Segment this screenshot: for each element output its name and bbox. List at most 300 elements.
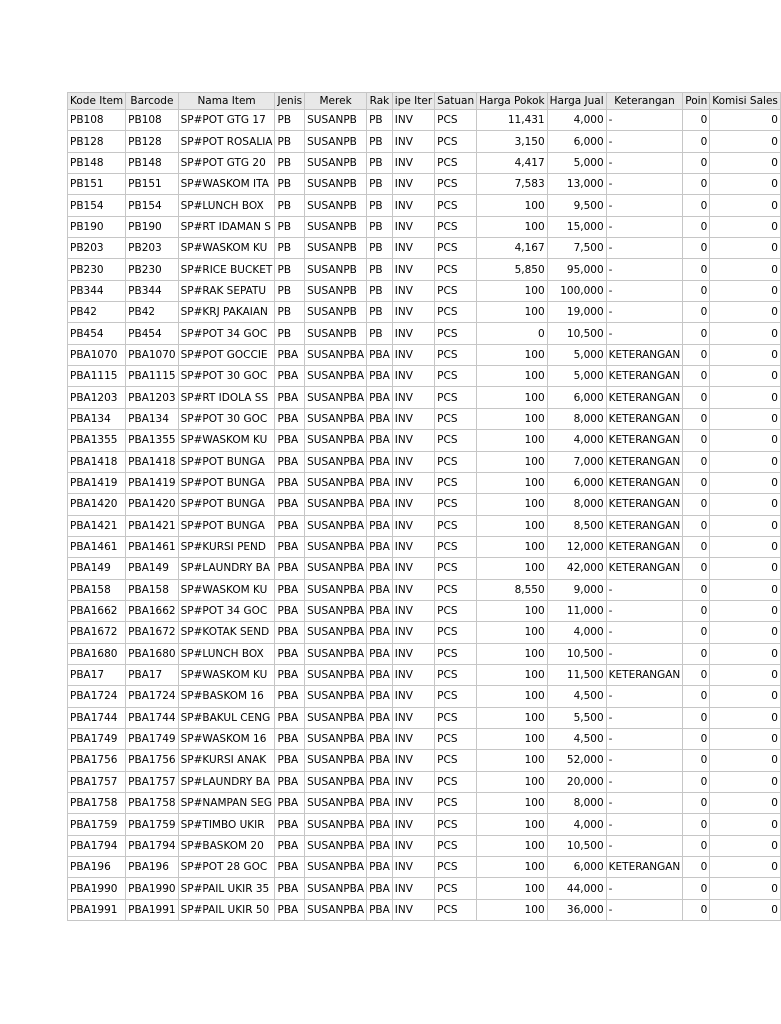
- cell-merek[interactable]: SUSANPBA: [305, 558, 367, 579]
- cell-barcode[interactable]: PBA1991: [126, 899, 178, 920]
- cell-merek[interactable]: SUSANPBA: [305, 600, 367, 621]
- cell-nama-item[interactable]: SP#RICE BUCKET: [178, 259, 275, 280]
- cell-nama-item[interactable]: SP#TIMBO UKIR: [178, 814, 275, 835]
- cell-harga-jual[interactable]: 11,000: [547, 600, 606, 621]
- cell-harga-pokok[interactable]: 100: [477, 600, 548, 621]
- cell-barcode[interactable]: PB42: [126, 302, 178, 323]
- cell-barcode[interactable]: PBA1756: [126, 750, 178, 771]
- cell-nama-item[interactable]: SP#POT GTG 20: [178, 152, 275, 173]
- cell-merek[interactable]: SUSANPBA: [305, 494, 367, 515]
- cell-satuan[interactable]: PCS: [435, 451, 477, 472]
- cell-tipe-item[interactable]: INV: [392, 686, 434, 707]
- cell-komisi-sales[interactable]: 0: [710, 302, 781, 323]
- cell-harga-jual[interactable]: 6,000: [547, 472, 606, 493]
- cell-keterangan[interactable]: -: [606, 707, 683, 728]
- cell-tipe-item[interactable]: INV: [392, 793, 434, 814]
- cell-harga-jual[interactable]: 8,500: [547, 515, 606, 536]
- cell-jenis[interactable]: PB: [275, 323, 305, 344]
- header-jenis[interactable]: Jenis: [275, 93, 305, 110]
- cell-poin[interactable]: 0: [683, 793, 710, 814]
- cell-tipe-item[interactable]: INV: [392, 857, 434, 878]
- cell-harga-pokok[interactable]: 0: [477, 323, 548, 344]
- cell-nama-item[interactable]: SP#KURSI ANAK: [178, 750, 275, 771]
- cell-tipe-item[interactable]: INV: [392, 472, 434, 493]
- cell-tipe-item[interactable]: INV: [392, 643, 434, 664]
- cell-tipe-item[interactable]: INV: [392, 899, 434, 920]
- cell-barcode[interactable]: PB344: [126, 280, 178, 301]
- cell-kode-item[interactable]: PBA1203: [68, 387, 126, 408]
- cell-barcode[interactable]: PBA1672: [126, 622, 178, 643]
- cell-harga-jual[interactable]: 5,000: [547, 366, 606, 387]
- cell-poin[interactable]: 0: [683, 110, 710, 131]
- cell-jenis[interactable]: PB: [275, 259, 305, 280]
- cell-jenis[interactable]: PBA: [275, 536, 305, 557]
- table-row[interactable]: [68, 878, 781, 899]
- cell-komisi-sales[interactable]: 0: [710, 878, 781, 899]
- cell-tipe-item[interactable]: INV: [392, 238, 434, 259]
- header-komisi-sales[interactable]: Komisi Sales: [710, 93, 781, 110]
- cell-keterangan[interactable]: -: [606, 152, 683, 173]
- cell-komisi-sales[interactable]: 0: [710, 451, 781, 472]
- cell-keterangan[interactable]: KETERANGAN: [606, 430, 683, 451]
- cell-keterangan[interactable]: -: [606, 835, 683, 856]
- cell-rak[interactable]: PB: [367, 323, 393, 344]
- cell-kode-item[interactable]: PB203: [68, 238, 126, 259]
- cell-jenis[interactable]: PB: [275, 110, 305, 131]
- cell-tipe-item[interactable]: INV: [392, 174, 434, 195]
- cell-harga-jual[interactable]: 5,000: [547, 152, 606, 173]
- cell-komisi-sales[interactable]: 0: [710, 835, 781, 856]
- cell-satuan[interactable]: PCS: [435, 814, 477, 835]
- table-row[interactable]: [68, 110, 781, 131]
- cell-harga-pokok[interactable]: 100: [477, 472, 548, 493]
- header-harga-jual[interactable]: Harga Jual: [547, 93, 606, 110]
- cell-jenis[interactable]: PBA: [275, 750, 305, 771]
- cell-kode-item[interactable]: PBA149: [68, 558, 126, 579]
- table-row[interactable]: [68, 366, 781, 387]
- cell-harga-pokok[interactable]: 100: [477, 344, 548, 365]
- cell-merek[interactable]: SUSANPBA: [305, 686, 367, 707]
- cell-kode-item[interactable]: PBA1758: [68, 793, 126, 814]
- cell-komisi-sales[interactable]: 0: [710, 600, 781, 621]
- cell-keterangan[interactable]: KETERANGAN: [606, 558, 683, 579]
- cell-merek[interactable]: SUSANPBA: [305, 344, 367, 365]
- table-row[interactable]: [68, 686, 781, 707]
- cell-satuan[interactable]: PCS: [435, 110, 477, 131]
- cell-jenis[interactable]: PB: [275, 152, 305, 173]
- cell-jenis[interactable]: PBA: [275, 707, 305, 728]
- cell-rak[interactable]: PBA: [367, 686, 393, 707]
- cell-keterangan[interactable]: -: [606, 323, 683, 344]
- cell-komisi-sales[interactable]: 0: [710, 131, 781, 152]
- cell-tipe-item[interactable]: INV: [392, 707, 434, 728]
- cell-rak[interactable]: PBA: [367, 857, 393, 878]
- cell-harga-pokok[interactable]: 100: [477, 387, 548, 408]
- cell-keterangan[interactable]: -: [606, 280, 683, 301]
- cell-komisi-sales[interactable]: 0: [710, 664, 781, 685]
- table-row[interactable]: [68, 857, 781, 878]
- cell-rak[interactable]: PB: [367, 110, 393, 131]
- cell-satuan[interactable]: PCS: [435, 750, 477, 771]
- cell-barcode[interactable]: PBA1418: [126, 451, 178, 472]
- cell-merek[interactable]: SUSANPBA: [305, 814, 367, 835]
- cell-harga-jual[interactable]: 12,000: [547, 536, 606, 557]
- cell-poin[interactable]: 0: [683, 686, 710, 707]
- cell-tipe-item[interactable]: INV: [392, 835, 434, 856]
- cell-kode-item[interactable]: PB42: [68, 302, 126, 323]
- cell-keterangan[interactable]: -: [606, 814, 683, 835]
- table-row[interactable]: [68, 515, 781, 536]
- cell-tipe-item[interactable]: INV: [392, 152, 434, 173]
- cell-rak[interactable]: PBA: [367, 366, 393, 387]
- cell-merek[interactable]: SUSANPBA: [305, 750, 367, 771]
- table-row[interactable]: [68, 174, 781, 195]
- cell-kode-item[interactable]: PBA1724: [68, 686, 126, 707]
- cell-harga-jual[interactable]: 10,500: [547, 323, 606, 344]
- header-rak[interactable]: Rak: [367, 93, 393, 110]
- cell-nama-item[interactable]: SP#WASKOM ITA: [178, 174, 275, 195]
- cell-nama-item[interactable]: SP#KURSI PEND: [178, 536, 275, 557]
- cell-rak[interactable]: PBA: [367, 408, 393, 429]
- cell-nama-item[interactable]: SP#LAUNDRY BA: [178, 771, 275, 792]
- cell-harga-pokok[interactable]: 100: [477, 280, 548, 301]
- cell-satuan[interactable]: PCS: [435, 793, 477, 814]
- cell-kode-item[interactable]: PBA1418: [68, 451, 126, 472]
- cell-merek[interactable]: SUSANPBA: [305, 472, 367, 493]
- cell-kode-item[interactable]: PBA1744: [68, 707, 126, 728]
- cell-jenis[interactable]: PBA: [275, 793, 305, 814]
- cell-barcode[interactable]: PB148: [126, 152, 178, 173]
- cell-nama-item[interactable]: SP#RT IDAMAN S: [178, 216, 275, 237]
- cell-rak[interactable]: PBA: [367, 707, 393, 728]
- cell-rak[interactable]: PBA: [367, 387, 393, 408]
- table-row[interactable]: [68, 707, 781, 728]
- cell-jenis[interactable]: PB: [275, 238, 305, 259]
- cell-tipe-item[interactable]: INV: [392, 259, 434, 280]
- cell-barcode[interactable]: PBA196: [126, 857, 178, 878]
- table-row[interactable]: [68, 643, 781, 664]
- cell-harga-jual[interactable]: 36,000: [547, 899, 606, 920]
- cell-jenis[interactable]: PBA: [275, 579, 305, 600]
- cell-barcode[interactable]: PB108: [126, 110, 178, 131]
- cell-merek[interactable]: SUSANPB: [305, 238, 367, 259]
- cell-harga-jual[interactable]: 5,000: [547, 344, 606, 365]
- table-row[interactable]: [68, 579, 781, 600]
- cell-rak[interactable]: PBA: [367, 771, 393, 792]
- cell-barcode[interactable]: PBA134: [126, 408, 178, 429]
- cell-poin[interactable]: 0: [683, 131, 710, 152]
- cell-komisi-sales[interactable]: 0: [710, 216, 781, 237]
- cell-jenis[interactable]: PB: [275, 302, 305, 323]
- cell-harga-jual[interactable]: 4,500: [547, 728, 606, 749]
- cell-kode-item[interactable]: PB108: [68, 110, 126, 131]
- cell-nama-item[interactable]: SP#WASKOM KU: [178, 238, 275, 259]
- cell-keterangan[interactable]: -: [606, 259, 683, 280]
- table-row[interactable]: [68, 494, 781, 515]
- cell-tipe-item[interactable]: INV: [392, 750, 434, 771]
- cell-keterangan[interactable]: -: [606, 771, 683, 792]
- cell-nama-item[interactable]: SP#LUNCH BOX: [178, 195, 275, 216]
- cell-harga-jual[interactable]: 6,000: [547, 387, 606, 408]
- cell-harga-jual[interactable]: 9,500: [547, 195, 606, 216]
- cell-rak[interactable]: PBA: [367, 750, 393, 771]
- cell-rak[interactable]: PB: [367, 238, 393, 259]
- cell-nama-item[interactable]: SP#POT ROSALIA: [178, 131, 275, 152]
- cell-nama-item[interactable]: SP#BAKUL CENG: [178, 707, 275, 728]
- cell-merek[interactable]: SUSANPBA: [305, 387, 367, 408]
- cell-keterangan[interactable]: -: [606, 110, 683, 131]
- cell-kode-item[interactable]: PBA1680: [68, 643, 126, 664]
- cell-barcode[interactable]: PBA1757: [126, 771, 178, 792]
- cell-harga-pokok[interactable]: 100: [477, 216, 548, 237]
- header-poin[interactable]: Poin: [683, 93, 710, 110]
- cell-komisi-sales[interactable]: 0: [710, 728, 781, 749]
- cell-nama-item[interactable]: SP#POT 30 GOC: [178, 408, 275, 429]
- cell-keterangan[interactable]: -: [606, 579, 683, 600]
- cell-harga-jual[interactable]: 6,000: [547, 857, 606, 878]
- cell-harga-pokok[interactable]: 100: [477, 536, 548, 557]
- cell-harga-pokok[interactable]: 100: [477, 814, 548, 835]
- cell-nama-item[interactable]: SP#PAIL UKIR 35: [178, 878, 275, 899]
- cell-harga-jual[interactable]: 10,500: [547, 643, 606, 664]
- cell-merek[interactable]: SUSANPBA: [305, 643, 367, 664]
- cell-rak[interactable]: PBA: [367, 451, 393, 472]
- cell-jenis[interactable]: PBA: [275, 408, 305, 429]
- cell-nama-item[interactable]: SP#POT 28 GOC: [178, 857, 275, 878]
- cell-kode-item[interactable]: PBA1070: [68, 344, 126, 365]
- cell-satuan[interactable]: PCS: [435, 771, 477, 792]
- cell-tipe-item[interactable]: INV: [392, 579, 434, 600]
- cell-nama-item[interactable]: SP#KOTAK SEND: [178, 622, 275, 643]
- cell-satuan[interactable]: PCS: [435, 344, 477, 365]
- cell-keterangan[interactable]: -: [606, 728, 683, 749]
- cell-merek[interactable]: SUSANPB: [305, 195, 367, 216]
- cell-harga-pokok[interactable]: 100: [477, 622, 548, 643]
- cell-satuan[interactable]: PCS: [435, 302, 477, 323]
- cell-keterangan[interactable]: KETERANGAN: [606, 515, 683, 536]
- cell-poin[interactable]: 0: [683, 195, 710, 216]
- header-barcode[interactable]: Barcode: [126, 93, 178, 110]
- cell-kode-item[interactable]: PBA1420: [68, 494, 126, 515]
- cell-harga-jual[interactable]: 19,000: [547, 302, 606, 323]
- cell-barcode[interactable]: PBA1758: [126, 793, 178, 814]
- header-nama-item[interactable]: Nama Item: [178, 93, 275, 110]
- cell-tipe-item[interactable]: INV: [392, 814, 434, 835]
- cell-keterangan[interactable]: -: [606, 600, 683, 621]
- table-row[interactable]: [68, 793, 781, 814]
- cell-harga-jual[interactable]: 4,000: [547, 430, 606, 451]
- cell-harga-pokok[interactable]: 100: [477, 558, 548, 579]
- cell-barcode[interactable]: PBA1355: [126, 430, 178, 451]
- cell-rak[interactable]: PB: [367, 195, 393, 216]
- cell-barcode[interactable]: PBA1461: [126, 536, 178, 557]
- cell-komisi-sales[interactable]: 0: [710, 152, 781, 173]
- table-row[interactable]: [68, 387, 781, 408]
- cell-kode-item[interactable]: PBA1672: [68, 622, 126, 643]
- cell-jenis[interactable]: PBA: [275, 686, 305, 707]
- cell-barcode[interactable]: PBA17: [126, 664, 178, 685]
- cell-jenis[interactable]: PBA: [275, 728, 305, 749]
- cell-poin[interactable]: 0: [683, 174, 710, 195]
- cell-tipe-item[interactable]: INV: [392, 728, 434, 749]
- cell-jenis[interactable]: PBA: [275, 515, 305, 536]
- cell-barcode[interactable]: PBA1070: [126, 344, 178, 365]
- cell-tipe-item[interactable]: INV: [392, 366, 434, 387]
- cell-harga-pokok[interactable]: 100: [477, 494, 548, 515]
- cell-komisi-sales[interactable]: 0: [710, 899, 781, 920]
- cell-nama-item[interactable]: SP#POT BUNGA: [178, 472, 275, 493]
- cell-harga-pokok[interactable]: 100: [477, 878, 548, 899]
- cell-merek[interactable]: SUSANPBA: [305, 771, 367, 792]
- cell-harga-jual[interactable]: 15,000: [547, 216, 606, 237]
- cell-harga-jual[interactable]: 7,000: [547, 451, 606, 472]
- cell-tipe-item[interactable]: INV: [392, 558, 434, 579]
- cell-barcode[interactable]: PBA1419: [126, 472, 178, 493]
- cell-keterangan[interactable]: KETERANGAN: [606, 344, 683, 365]
- cell-rak[interactable]: PBA: [367, 643, 393, 664]
- cell-barcode[interactable]: PBA1990: [126, 878, 178, 899]
- cell-harga-pokok[interactable]: 100: [477, 771, 548, 792]
- cell-rak[interactable]: PBA: [367, 558, 393, 579]
- cell-komisi-sales[interactable]: 0: [710, 387, 781, 408]
- cell-poin[interactable]: 0: [683, 536, 710, 557]
- cell-satuan[interactable]: PCS: [435, 728, 477, 749]
- cell-barcode[interactable]: PBA1744: [126, 707, 178, 728]
- table-row[interactable]: [68, 728, 781, 749]
- cell-komisi-sales[interactable]: 0: [710, 344, 781, 365]
- header-tipe-item[interactable]: ipe Iter: [392, 93, 434, 110]
- cell-satuan[interactable]: PCS: [435, 515, 477, 536]
- cell-merek[interactable]: SUSANPBA: [305, 430, 367, 451]
- cell-komisi-sales[interactable]: 0: [710, 814, 781, 835]
- cell-barcode[interactable]: PB151: [126, 174, 178, 195]
- cell-poin[interactable]: 0: [683, 857, 710, 878]
- cell-satuan[interactable]: PCS: [435, 878, 477, 899]
- cell-barcode[interactable]: PBA1421: [126, 515, 178, 536]
- cell-tipe-item[interactable]: INV: [392, 195, 434, 216]
- cell-keterangan[interactable]: -: [606, 878, 683, 899]
- cell-merek[interactable]: SUSANPB: [305, 323, 367, 344]
- cell-keterangan[interactable]: KETERANGAN: [606, 451, 683, 472]
- table-row[interactable]: [68, 131, 781, 152]
- cell-kode-item[interactable]: PBA1662: [68, 600, 126, 621]
- cell-keterangan[interactable]: -: [606, 174, 683, 195]
- cell-nama-item[interactable]: SP#BASKOM 16: [178, 686, 275, 707]
- cell-merek[interactable]: SUSANPB: [305, 174, 367, 195]
- cell-komisi-sales[interactable]: 0: [710, 643, 781, 664]
- cell-merek[interactable]: SUSANPBA: [305, 707, 367, 728]
- cell-keterangan[interactable]: KETERANGAN: [606, 536, 683, 557]
- cell-harga-jual[interactable]: 8,000: [547, 408, 606, 429]
- cell-rak[interactable]: PBA: [367, 835, 393, 856]
- cell-keterangan[interactable]: -: [606, 622, 683, 643]
- cell-harga-pokok[interactable]: 100: [477, 728, 548, 749]
- cell-nama-item[interactable]: SP#WASKOM KU: [178, 664, 275, 685]
- cell-harga-jual[interactable]: 95,000: [547, 259, 606, 280]
- cell-kode-item[interactable]: PBA1990: [68, 878, 126, 899]
- cell-harga-pokok[interactable]: 4,167: [477, 238, 548, 259]
- cell-satuan[interactable]: PCS: [435, 216, 477, 237]
- cell-komisi-sales[interactable]: 0: [710, 280, 781, 301]
- cell-kode-item[interactable]: PBA1749: [68, 728, 126, 749]
- cell-nama-item[interactable]: SP#KRJ PAKAIAN: [178, 302, 275, 323]
- table-row[interactable]: [68, 750, 781, 771]
- cell-komisi-sales[interactable]: 0: [710, 110, 781, 131]
- cell-keterangan[interactable]: -: [606, 793, 683, 814]
- cell-kode-item[interactable]: PBA1115: [68, 366, 126, 387]
- table-row[interactable]: [68, 259, 781, 280]
- cell-jenis[interactable]: PB: [275, 131, 305, 152]
- table-row[interactable]: [68, 771, 781, 792]
- cell-rak[interactable]: PB: [367, 302, 393, 323]
- cell-komisi-sales[interactable]: 0: [710, 579, 781, 600]
- cell-komisi-sales[interactable]: 0: [710, 408, 781, 429]
- table-row[interactable]: [68, 536, 781, 557]
- cell-jenis[interactable]: PBA: [275, 664, 305, 685]
- cell-keterangan[interactable]: KETERANGAN: [606, 408, 683, 429]
- cell-satuan[interactable]: PCS: [435, 472, 477, 493]
- cell-kode-item[interactable]: PB128: [68, 131, 126, 152]
- table-row[interactable]: [68, 600, 781, 621]
- cell-satuan[interactable]: PCS: [435, 174, 477, 195]
- cell-satuan[interactable]: PCS: [435, 622, 477, 643]
- cell-rak[interactable]: PB: [367, 174, 393, 195]
- cell-harga-jual[interactable]: 9,000: [547, 579, 606, 600]
- table-row[interactable]: [68, 238, 781, 259]
- cell-satuan[interactable]: PCS: [435, 835, 477, 856]
- cell-harga-pokok[interactable]: 8,550: [477, 579, 548, 600]
- cell-rak[interactable]: PBA: [367, 664, 393, 685]
- cell-rak[interactable]: PB: [367, 259, 393, 280]
- table-row[interactable]: [68, 152, 781, 173]
- cell-nama-item[interactable]: SP#POT 34 GOC: [178, 600, 275, 621]
- cell-merek[interactable]: SUSANPBA: [305, 728, 367, 749]
- cell-satuan[interactable]: PCS: [435, 579, 477, 600]
- cell-rak[interactable]: PB: [367, 152, 393, 173]
- cell-rak[interactable]: PBA: [367, 344, 393, 365]
- cell-harga-pokok[interactable]: 11,431: [477, 110, 548, 131]
- cell-komisi-sales[interactable]: 0: [710, 323, 781, 344]
- cell-komisi-sales[interactable]: 0: [710, 515, 781, 536]
- cell-tipe-item[interactable]: INV: [392, 664, 434, 685]
- cell-kode-item[interactable]: PBA196: [68, 857, 126, 878]
- cell-nama-item[interactable]: SP#BASKOM 20: [178, 835, 275, 856]
- cell-kode-item[interactable]: PBA134: [68, 408, 126, 429]
- cell-harga-jual[interactable]: 8,000: [547, 494, 606, 515]
- cell-tipe-item[interactable]: INV: [392, 302, 434, 323]
- cell-harga-pokok[interactable]: 100: [477, 857, 548, 878]
- cell-nama-item[interactable]: SP#WASKOM 16: [178, 728, 275, 749]
- cell-poin[interactable]: 0: [683, 558, 710, 579]
- cell-rak[interactable]: PBA: [367, 536, 393, 557]
- cell-tipe-item[interactable]: INV: [392, 536, 434, 557]
- cell-jenis[interactable]: PBA: [275, 878, 305, 899]
- cell-harga-pokok[interactable]: 100: [477, 430, 548, 451]
- cell-komisi-sales[interactable]: 0: [710, 686, 781, 707]
- cell-keterangan[interactable]: KETERANGAN: [606, 494, 683, 515]
- cell-poin[interactable]: 0: [683, 366, 710, 387]
- cell-rak[interactable]: PBA: [367, 793, 393, 814]
- cell-poin[interactable]: 0: [683, 280, 710, 301]
- cell-poin[interactable]: 0: [683, 835, 710, 856]
- cell-nama-item[interactable]: SP#NAMPAN SEG: [178, 793, 275, 814]
- cell-poin[interactable]: 0: [683, 814, 710, 835]
- cell-nama-item[interactable]: SP#WASKOM KU: [178, 430, 275, 451]
- cell-poin[interactable]: 0: [683, 238, 710, 259]
- cell-harga-pokok[interactable]: 100: [477, 302, 548, 323]
- cell-barcode[interactable]: PBA1749: [126, 728, 178, 749]
- cell-nama-item[interactable]: SP#POT BUNGA: [178, 494, 275, 515]
